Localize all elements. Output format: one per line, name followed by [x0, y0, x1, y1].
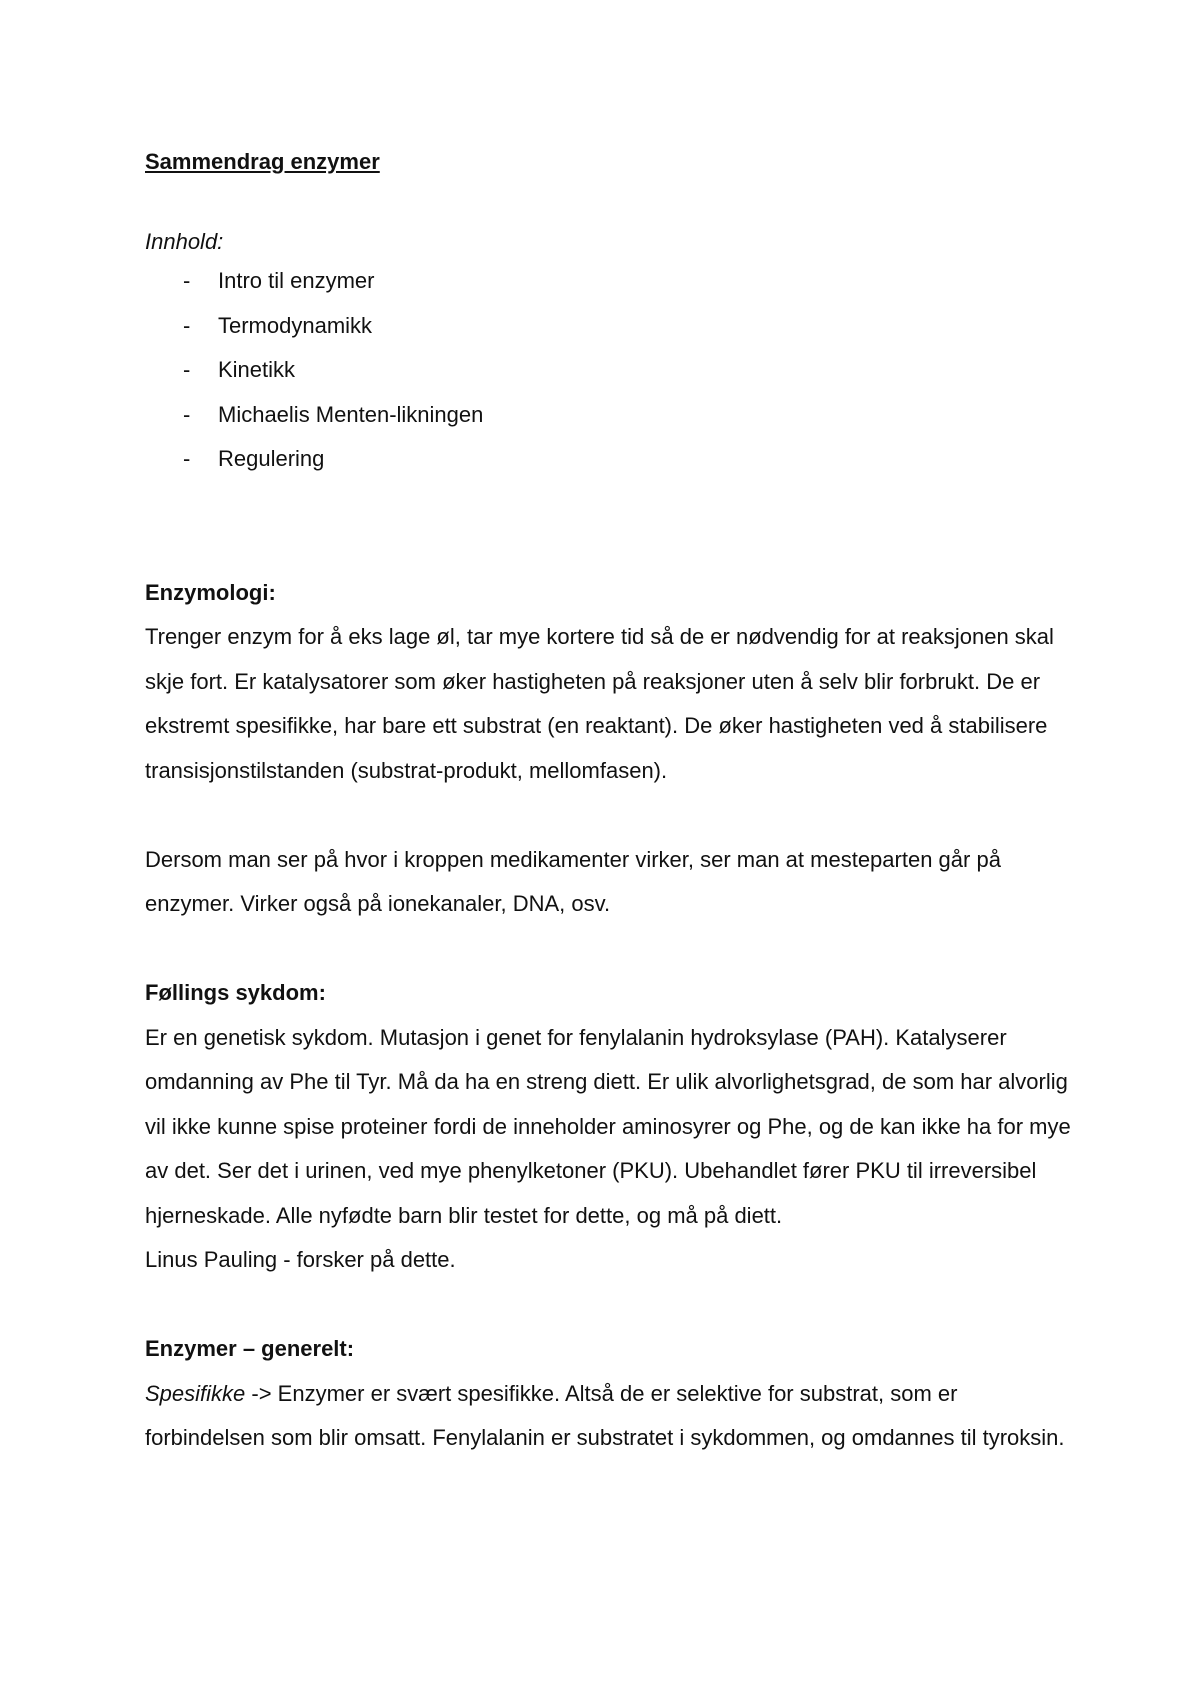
toc-bullet: -: [183, 401, 191, 427]
toc-item: [145, 304, 1075, 349]
toc-item: [145, 348, 1075, 393]
paragraph: [145, 1372, 1075, 1461]
paragraph: Er en genetisk sykdom. Mutasjon i genet for fenylalanin hydroksylase (PAH). Katalyserer omdanning av Phe til Tyr. Må da ha en streng diett. Er ulik alvorlighetsgrad, de som har alvorlig vil ikke kunne spise proteiner fordi de inneholder aminosyrer og Phe, og de kan ikke ha for mye av det. Ser det i urinen, ved mye phenylketoner (PKU). Ubehandlet fører PKU til irreversibel hjerneskade. Alle nyfødte barn blir testet for dette, og må på diett.: [145, 1024, 1071, 1228]
term-italic: Spesifikke: [145, 1380, 246, 1406]
section-heading: Føllings sykdom:: [145, 980, 326, 1005]
document-title: Sammendrag enzymer: [145, 149, 380, 174]
paragraph-text: -> Enzymer er svært spesifikke. Altså de er selektive for substrat, som er forbindelsen som blir omsatt. Fenylalanin er substratet i sykdommen, og omdannes til tyroksin.: [145, 1380, 1065, 1450]
toc-list: [145, 259, 1075, 482]
toc-item: [145, 393, 1075, 438]
toc-label: Innhold:: [145, 229, 224, 254]
toc-item-label: Michaelis Menten-likningen: [218, 401, 484, 427]
paragraph: Dersom man ser på hvor i kroppen medikamenter virker, ser man at mesteparten går på enzymer. Virker også på ionekanaler, DNA, osv.: [145, 846, 1001, 916]
toc-bullet: -: [183, 357, 191, 382]
section-enzymologi: [145, 571, 1075, 927]
toc-bullet: -: [183, 446, 191, 471]
section-generelt: [145, 1327, 1075, 1461]
toc-item-label: Termodynamikk: [218, 312, 373, 338]
section-heading: Enzymer – generelt:: [145, 1336, 355, 1361]
toc-item: [145, 259, 1075, 304]
toc-bullet: -: [183, 312, 191, 338]
document-body: [145, 145, 1075, 1461]
paragraph: Linus Pauling - forsker på dette.: [145, 1247, 456, 1272]
section-heading: Enzymologi:: [145, 579, 276, 605]
toc-item-label: Regulering: [218, 446, 325, 471]
paragraph: Trenger enzym for å eks lage øl, tar mye kortere tid så de er nødvendig for at reaksjonen skal skje fort. Er katalysatorer som øker hastigheten på reaksjoner uten å selv blir forbrukt. De er ekstremt spesifikke, har bare ett substrat (en reaktant). De øker hastigheten ved å stabilisere transisjonstilstanden (substrat-produkt, mellomfasen).: [145, 624, 1054, 783]
toc-item-label: Kinetikk: [218, 357, 296, 382]
toc-item: [145, 437, 1075, 482]
spacer: [145, 1283, 1075, 1328]
toc-item-label: Intro til enzymer: [218, 268, 375, 293]
spacer: [145, 927, 1075, 972]
toc-bullet: -: [183, 268, 191, 293]
spacer: [145, 793, 1075, 838]
section-follings: [145, 971, 1075, 1283]
spacer: [145, 482, 1075, 571]
